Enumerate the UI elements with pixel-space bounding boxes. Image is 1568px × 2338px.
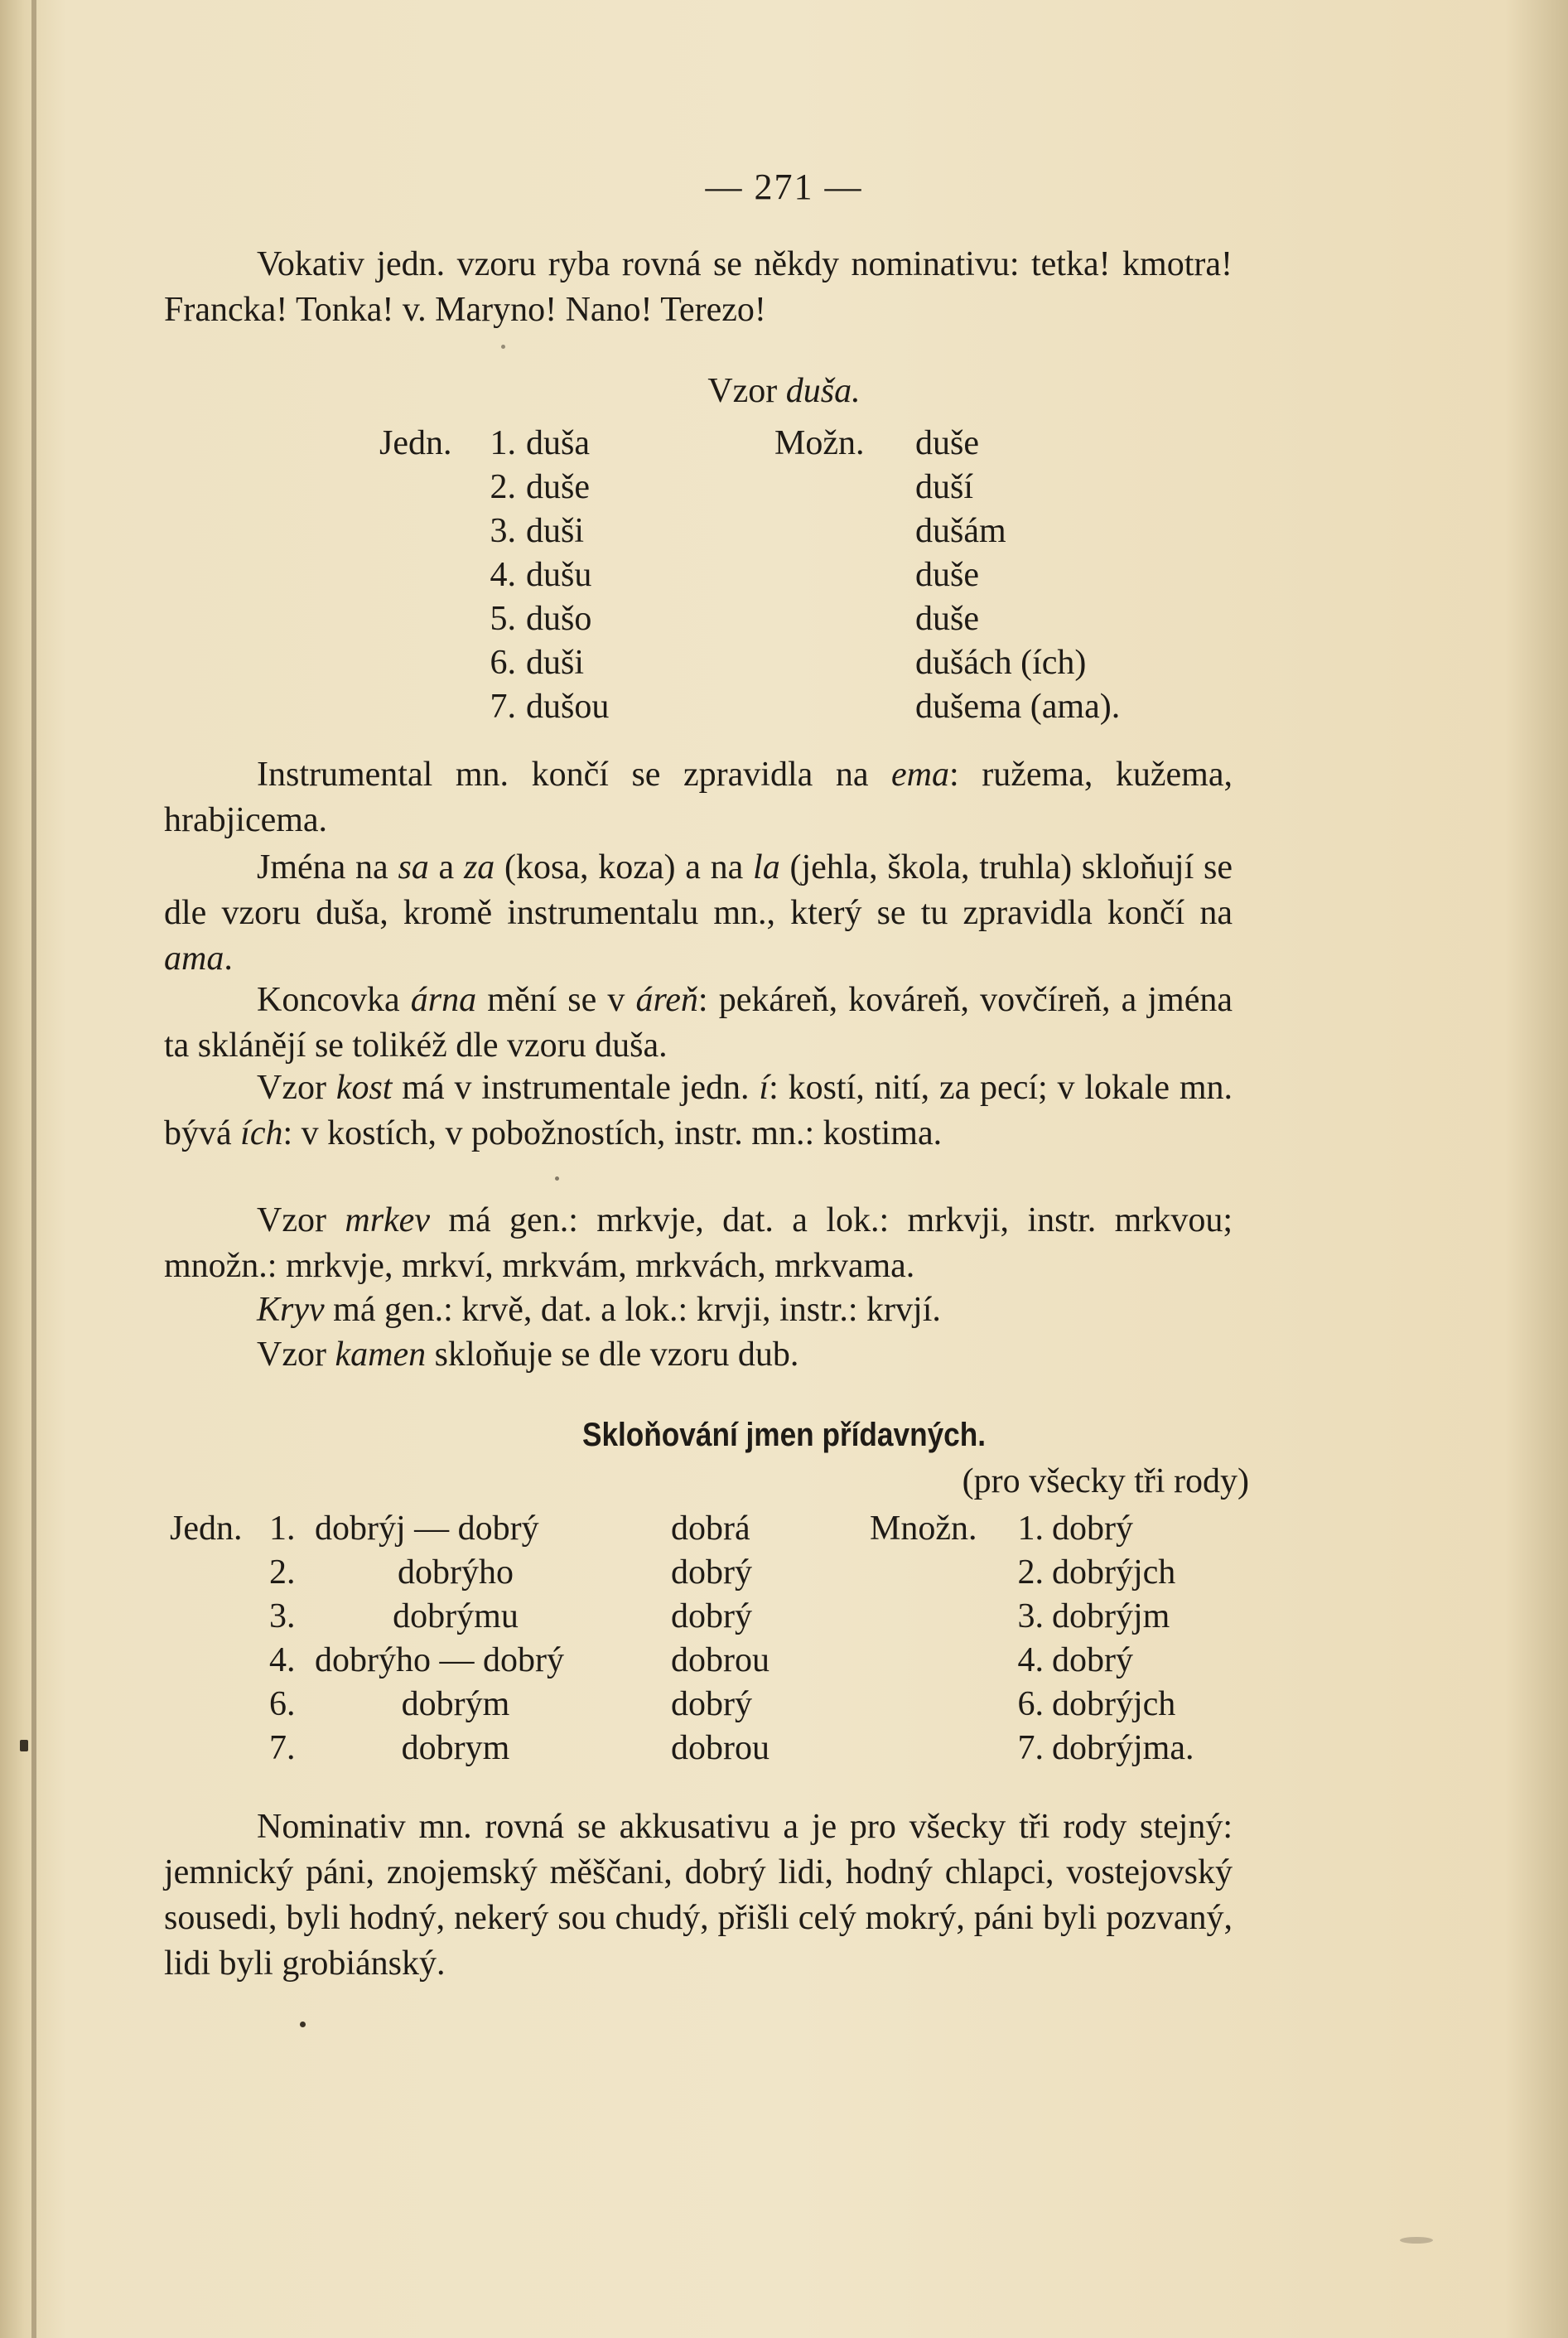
feminine-form: dobrou	[671, 1728, 770, 1767]
paragraph-kost	[164, 1065, 1233, 1157]
number-label	[170, 1638, 269, 1682]
adjective-row	[170, 1550, 1238, 1594]
italic-run: la	[753, 848, 780, 886]
plural-form: dobrýjch	[1052, 1553, 1176, 1592]
print-speck	[1400, 2237, 1433, 2244]
singular-form: dušu	[526, 555, 592, 594]
case-number: 1.	[269, 1509, 296, 1548]
plural-form: dobrýjm	[1052, 1597, 1170, 1635]
italic-run: áreň	[635, 981, 698, 1019]
adjective-row	[170, 1638, 1238, 1682]
masculine-form: dobrým	[401, 1684, 510, 1723]
pattern-heading-prefix: Vzor	[707, 372, 778, 410]
number-label	[870, 1682, 1006, 1726]
number-label	[870, 1594, 1006, 1638]
number-label	[774, 597, 915, 640]
number-label	[379, 509, 475, 553]
text-run: mění se v	[476, 981, 636, 1019]
print-speck	[300, 2022, 306, 2027]
feminine-form: dobrý	[671, 1553, 752, 1592]
italic-run: za	[463, 848, 495, 886]
number-label	[379, 597, 475, 640]
dusa-row	[379, 553, 1180, 597]
plural-case-number: 6.	[1017, 1684, 1044, 1723]
italic-run: kost	[335, 1069, 393, 1107]
case-number: 5.	[490, 599, 516, 638]
case-number: 2.	[490, 467, 516, 506]
dusa-row	[379, 509, 1180, 553]
plural-form: dobrýjma.	[1052, 1728, 1194, 1767]
number-label: Možn.	[774, 423, 865, 462]
plural-form: duší	[915, 467, 974, 506]
plural-form: dušema (ama).	[915, 687, 1121, 726]
text-run: Vzor	[257, 1336, 335, 1374]
text-run: : ružema, kužema, hrabjicema.	[164, 756, 1233, 839]
adjective-row	[170, 1726, 1238, 1770]
dusa-row	[379, 421, 1180, 465]
number-label	[870, 1550, 1006, 1594]
dusa-row	[379, 640, 1180, 684]
print-speck	[20, 1740, 28, 1751]
feminine-form: dobrou	[671, 1640, 770, 1679]
number-label	[774, 684, 915, 728]
adjective-declension-table	[170, 1506, 1238, 1770]
italic-run: Kryv	[257, 1291, 325, 1329]
page-number: — 271 —	[705, 167, 863, 207]
number-label	[870, 1638, 1006, 1682]
text-run: Instrumental mn. končí se zpravidla na	[257, 756, 892, 794]
plural-form: dušách (ích)	[915, 643, 1087, 682]
number-label	[774, 509, 915, 553]
text-run: .	[224, 940, 233, 978]
text-run: Koncovka	[257, 981, 411, 1019]
text-run: má v instrumentale jedn.	[392, 1069, 760, 1107]
paragraph-instrumental	[164, 752, 1233, 843]
dusa-row	[379, 597, 1180, 640]
feminine-form: dobrý	[671, 1597, 752, 1635]
masculine-form: dobrym	[401, 1728, 510, 1767]
dusa-declension-table	[379, 421, 1180, 728]
adjective-row	[170, 1506, 1238, 1550]
adjective-row	[170, 1682, 1238, 1726]
case-number: 3.	[490, 511, 516, 550]
text-run: : v kostích, v pobožnostích, instr. mn.: kostima.	[282, 1114, 943, 1152]
number-label	[774, 640, 915, 684]
paragraph-mrkev	[164, 1198, 1233, 1289]
paragraph-kamen	[164, 1332, 1233, 1378]
number-label: Jedn.	[170, 1509, 243, 1548]
italic-run: ama	[164, 940, 224, 978]
plural-form: dušám	[915, 511, 1006, 550]
case-number: 4.	[490, 555, 516, 594]
text-run: má gen.: krvě, dat. a lok.: krvji, instr.: krvjí.	[324, 1291, 941, 1329]
plural-case-number: 3.	[1017, 1597, 1044, 1635]
feminine-form: dobrá	[671, 1509, 750, 1548]
singular-form: dušo	[526, 599, 592, 638]
singular-form: dušou	[526, 687, 610, 726]
italic-run: ích	[240, 1114, 283, 1152]
number-label: Jedn.	[379, 423, 452, 462]
italic-run: í	[759, 1069, 770, 1107]
italic-run: mrkev	[345, 1201, 430, 1239]
number-label	[170, 1682, 269, 1726]
plural-form: dobrý	[1052, 1509, 1133, 1548]
case-number: 7.	[490, 687, 516, 726]
masculine-form: dobrýho — dobrý	[315, 1640, 564, 1679]
case-number: 3.	[269, 1597, 296, 1635]
number-label	[379, 640, 475, 684]
pattern-heading-word: duša.	[785, 372, 861, 410]
singular-form: duše	[526, 467, 590, 506]
plural-case-number: 1.	[1017, 1509, 1044, 1548]
paragraph-koncovka	[164, 978, 1233, 1069]
number-label	[170, 1550, 269, 1594]
number-label: Množn.	[870, 1509, 977, 1548]
plural-note: (pro všecky tři rody)	[962, 1462, 1249, 1500]
text-run: Vzor	[257, 1069, 336, 1107]
paragraph-kryv	[164, 1287, 1233, 1333]
italic-run: árna	[410, 981, 477, 1019]
text-run: (kosa, koza) a na	[495, 848, 754, 886]
plural-form: dobrý	[1052, 1640, 1133, 1679]
plural-case-number: 4.	[1017, 1640, 1044, 1679]
number-label	[774, 553, 915, 597]
case-number: 2.	[269, 1553, 296, 1592]
text-run: : kostí, nití, za pecí; v lokale mn. bývá	[164, 1069, 1233, 1152]
pattern-heading	[0, 371, 1568, 411]
case-number: 4.	[269, 1640, 296, 1679]
text-run: a	[428, 848, 464, 886]
singular-form: duši	[526, 643, 585, 682]
print-speck	[501, 345, 505, 349]
plural-form: duše	[915, 555, 979, 594]
masculine-form: dobrýmu	[393, 1597, 519, 1635]
vocative-paragraph: Vokativ jedn. vzoru ryba rovná se někdy nominativu: tetka! kmotra! Francka! Tonka! v. Maryno! Nano! Terezo!	[164, 245, 1233, 329]
number-label	[379, 465, 475, 509]
plural-form: duše	[915, 423, 979, 462]
number-label	[170, 1726, 269, 1770]
text-run: (jehla, škola, truhla) skloňují se dle vzoru duša, kromě instrumentalu mn., který se tu zpravidla končí na	[164, 848, 1233, 932]
plural-case-number: 7.	[1017, 1728, 1044, 1767]
number-label	[379, 553, 475, 597]
number-label	[870, 1726, 1006, 1770]
text-run: má gen.: mrkvje, dat. a lok.: mrkvji, instr. mrkvou; množn.: mrkvje, mrkví, mrkvám, mrkvách, mrkvama.	[164, 1201, 1233, 1285]
case-number: 6.	[490, 643, 516, 682]
singular-form: duša	[526, 423, 590, 462]
text-run: Jména na	[257, 848, 398, 886]
nominative-paragraph: Nominativ mn. rovná se akkusativu a je pro všecky tři rody stejný: jemnický páni, znojemský měščani, dobrý lidi, hodný chlapci, vostejovský sousedi, byli hodný, nekerý sou chudý, přišli celý mokrý, páni byli pozvaný, lidi byli grobiánský.	[164, 1808, 1233, 1983]
adjective-row	[170, 1594, 1238, 1638]
number-label	[379, 684, 475, 728]
case-number: 1.	[490, 423, 516, 462]
dusa-row	[379, 684, 1180, 728]
dusa-row	[379, 465, 1180, 509]
italic-run: ema	[891, 756, 950, 794]
plural-case-number: 2.	[1017, 1553, 1044, 1592]
text-run: : pekáreň, kováreň, vovčíreň, a jména ta sklánějí se tolikéž dle vzoru duša.	[164, 981, 1233, 1065]
italic-run: kamen	[335, 1336, 427, 1374]
text-run: skloňuje se dle vzoru dub.	[426, 1336, 799, 1374]
italic-run: sa	[398, 848, 429, 886]
number-label	[774, 465, 915, 509]
singular-form: duši	[526, 511, 585, 550]
plural-form: dobrýjch	[1052, 1684, 1176, 1723]
case-number: 7.	[269, 1728, 296, 1767]
masculine-form: dobrýho	[398, 1553, 514, 1592]
masculine-form: dobrýj — dobrý	[315, 1509, 539, 1548]
section-title: Skloňování jmen přídavných.	[581, 1417, 987, 1453]
number-label	[170, 1594, 269, 1638]
print-speck	[555, 1176, 559, 1181]
feminine-form: dobrý	[671, 1684, 752, 1723]
paragraph-names-sa-za	[164, 845, 1233, 982]
plural-form: duše	[915, 599, 979, 638]
binding-gutter	[31, 0, 36, 2338]
text-run: Vzor	[257, 1201, 345, 1239]
case-number: 6.	[269, 1684, 296, 1723]
